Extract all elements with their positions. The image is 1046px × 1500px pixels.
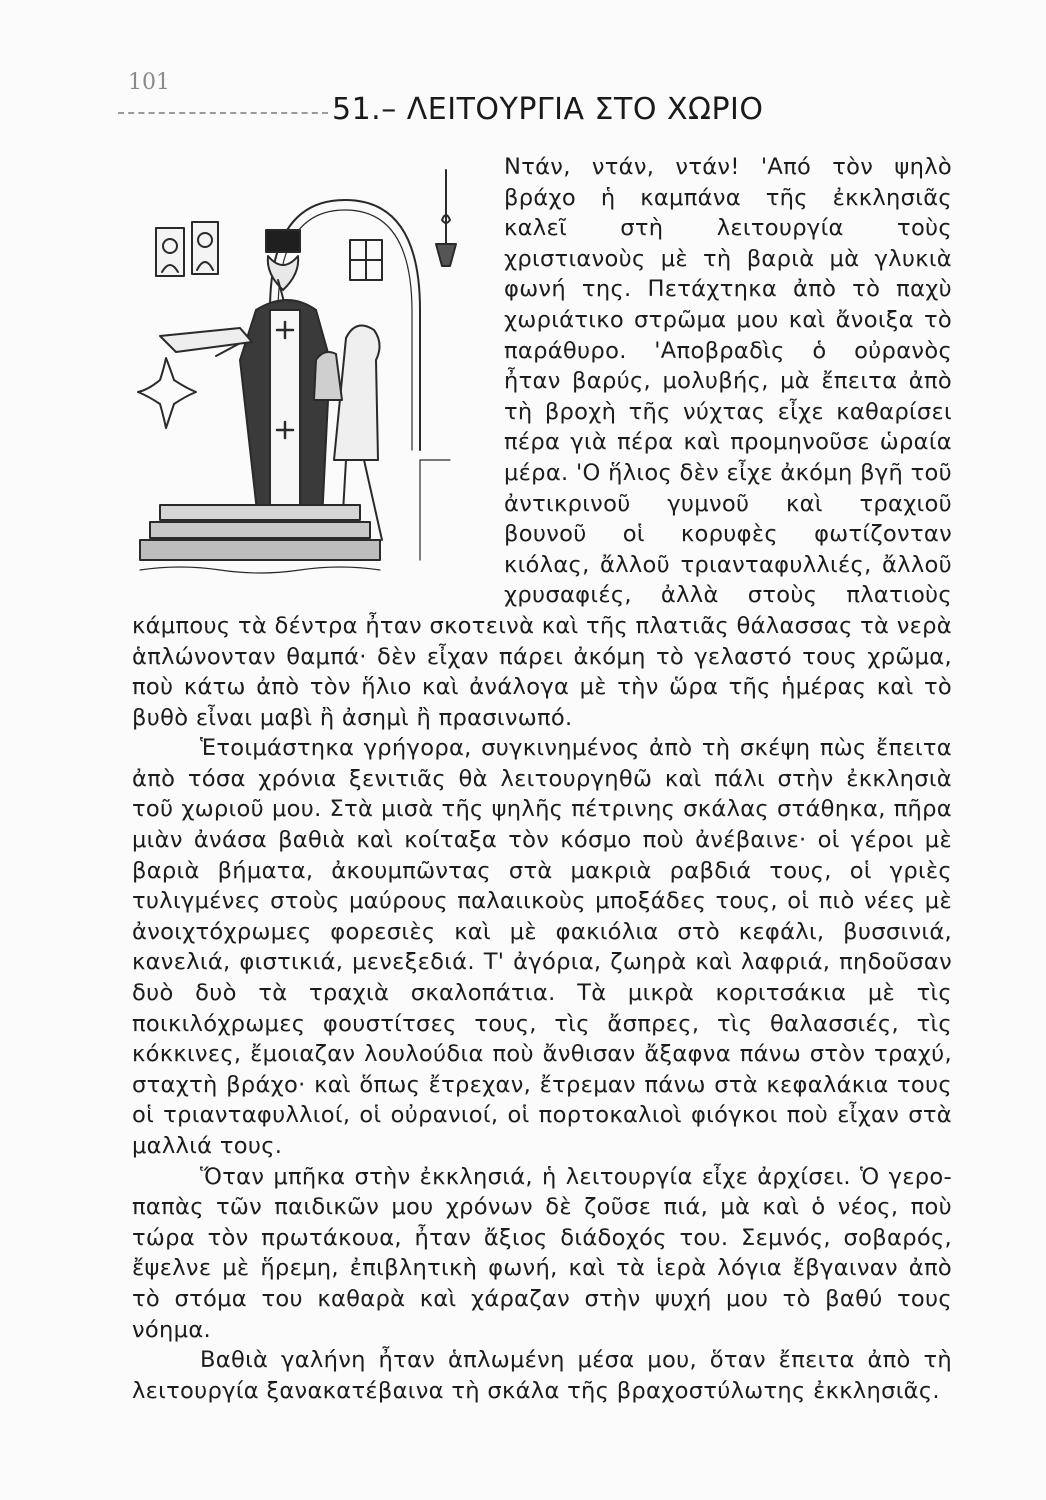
paragraph: Ντάν, ντάν, ντάν! 'Από τὸν ψηλὸ βράχο ἡ καμπάνα τῆς ἐκκλησιᾶς καλεῖ στὴ λειτουργία τοὺς χριστιανοὺς μὲ τὴ βαριὰ μὰ γλυκιὰ φωνή της. Πετάχτηκα ἀπὸ τὸ παχὺ χωριάτικο στρῶμα μου καὶ ἄνοιξα τὸ παράθυρο. 'Αποβραδὶς ὁ οὐρανὸς ἦταν βαρύς, μολυβής, μὰ ἔπειτα ἀπὸ τὴ βροχὴ τῆς νύχτας εἶχε καθαρίσει πέρα γιὰ πέρα καὶ προμηνοῦσε ὡραία μέρα. 'Ο ἥλιος δὲν εἶχε ἀκόμη βγῆ τοῦ ἀντικρινοῦ γυμνοῦ καὶ τραχιοῦ βουνοῦ οἱ κορυφὲς φωτίζονταν κιόλας, ἄλλοῦ τριανταφυλλιές, ἄλλοῦ χρυσαφιές, ἀλλὰ στοὺς πλατιοὺς κάμπους τὰ δέντρα ἦταν σκοτεινὰ καὶ τῆς πλατιᾶς θάλασσας τὰ νερὰ ἁπλώνονταν θαμπά· δὲν εἶχαν πάρει ἀκόμη τὸ γελαστό τους χρῶμα, ποὺ κάτω ἀπὸ τὸν ἥλιο καὶ ἀνάλογα μὲ τὴν ὥρα τῆς ἡμέρας καὶ τὸ βυθὸ εἶναι μαβὶ ἢ ἀσημὶ ἢ πρασινωπό.	[132, 154, 952, 731]
article-text	[132, 152, 952, 1406]
page-title: 51.– ΛΕΙΤΟΥΡΓΙΑ ΣΤΟ ΧΩΡΙΟ	[332, 92, 764, 127]
header-rule	[118, 112, 328, 114]
paragraph: Ἑτοιμάστηκα γρήγορα, συγκινημένος ἀπὸ τὴ σκέψη πὼς ἔπειτα ἀπὸ τόσα χρόνια ξενιτιᾶς θὰ λειτουργηθῶ καὶ πάλι στὴν ἐκκλησιὰ τοῦ χωριοῦ μου. Στὰ μισὰ τῆς ψηλῆς πέτρινης σκάλας στάθηκα, πῆρα μιὰν ἀνάσα βαθιὰ καὶ κοίταξα τὸν κόσμο ποὺ ἀνέβαινε· οἱ γέροι μὲ βαριὰ βήματα, ἀκουμπῶντας στὰ μακριὰ ραβδιά τους, οἱ γριὲς τυλιγμένες στοὺς μαύρους παλαιικοὺς μποξάδες τους, οἱ πιὸ νέες μὲ ἀνοιχτόχρωμες φορεσιὲς καὶ μὲ φακιόλια στὸ κεφάλι, βυσσινιά, κανελιά, φιστικιά, μενεξεδιά. Τ' ἀγόρια, ζωηρὰ καὶ λαφριά, πηδοῦσαν δυὸ δυὸ τὰ τραχιὰ σκαλοπάτια. Τὰ μικρὰ κοριτσάκια μὲ τὶς ποικιλόχρωμες φουστίτσες τους, τὶς ἄσπρες, τὶς θαλασσιές, τὶς κόκκινες, ἔμοιαζαν λουλούδια ποὺ ἄνθισαν ἄξαφνα πάνω στὸν τραχύ, σταχτὴ βράχο· καὶ ὅπως ἔτρεχαν, ἔτρεμαν πάνω στὰ κεφαλάκια τους οἱ τριανταφυλλιοί, οἱ οὐρανιοί, οἱ πορτοκαλιοὶ φιόγκοι ποὺ εἶχαν στὰ μαλλιά τους.	[132, 735, 952, 1159]
paragraph: Ὅταν μπῆκα στὴν ἐκκλησιά, ἡ λειτουργία εἶχε ἀρχίσει. Ὁ γερο-παπὰς τῶν παιδικῶν μου χρόνων δὲ ζοῦσε πιά, μὰ καὶ ὁ νέος, ποὺ τώρα τὸν πρωτάκουα, ἦταν ἄξιος διάδοχός του. Σεμνός, σοβαρός, ἔψελνε μὲ ἥρεμη, ἐπιβλητικὴ φωνή, καὶ τὰ ἱερὰ λόγια ἔβγαιναν ἀπὸ τὸ στόμα του καθαρὰ καὶ χάραζαν στὴν ψυχή μου τὸ βαθύ τους νόημα.	[132, 1163, 952, 1343]
paragraph: Βαθιὰ γαλήνη ἦταν ἁπλωμένη μέσα μου, ὅταν ἔπειτα ἀπὸ τὴ λειτουργία ξανακατέβαινα τὴ σκάλα τῆς βραχοστύλωτης ἐκκλησιᾶς.	[132, 1347, 952, 1404]
page-number: 101	[128, 70, 170, 95]
illustration-float	[132, 152, 486, 600]
